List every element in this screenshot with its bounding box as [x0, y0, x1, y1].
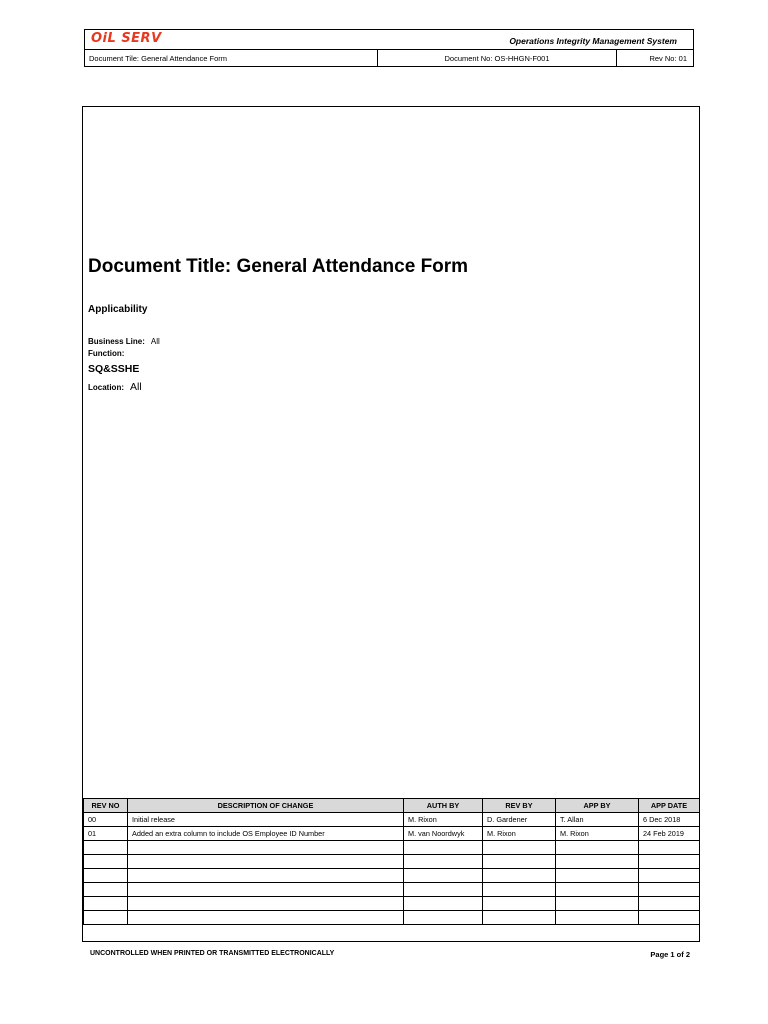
table-row [84, 883, 700, 897]
page-title: Document Title: General Attendance Form [88, 256, 469, 277]
table-cell: Added an extra column to include OS Employee ID Number [128, 827, 404, 841]
table-cell [556, 855, 639, 869]
table-cell [128, 869, 404, 883]
table-cell: 00 [84, 813, 128, 827]
page-frame [82, 106, 700, 942]
col-rev-by: REV BY [483, 799, 556, 813]
col-rev-no: REV NO [84, 799, 128, 813]
function-value: SQ&SSHE [88, 363, 140, 375]
table-cell [639, 855, 700, 869]
table-cell [128, 883, 404, 897]
function-label: Function: [88, 349, 125, 358]
header-rev-number: Rev No: 01 [649, 53, 687, 63]
table-cell [404, 911, 483, 925]
table-cell [128, 911, 404, 925]
table-cell [483, 911, 556, 925]
table-cell [404, 897, 483, 911]
table-cell [483, 855, 556, 869]
table-cell [84, 869, 128, 883]
header-info-row [85, 50, 693, 66]
location-label: Location: [88, 383, 124, 392]
table-cell [483, 883, 556, 897]
table-cell [483, 841, 556, 855]
business-line-value: All [150, 337, 160, 346]
table-cell [84, 883, 128, 897]
oilserv-logo: OiL SERV [91, 31, 162, 46]
document-header [84, 29, 694, 67]
table-cell [84, 911, 128, 925]
location [88, 381, 142, 393]
col-app-by: APP BY [556, 799, 639, 813]
applicability-heading: Applicability [88, 304, 148, 315]
table-row [84, 855, 700, 869]
table-cell [639, 911, 700, 925]
table-cell [404, 841, 483, 855]
table-cell [84, 855, 128, 869]
table-cell: T. Allan [556, 813, 639, 827]
table-cell [639, 897, 700, 911]
header-doc-number: Document No: OS-HHGN-F001 [378, 50, 617, 66]
table-cell: 6 Dec 2018 [639, 813, 700, 827]
table-row [84, 841, 700, 855]
location-value: All [130, 381, 142, 393]
table-row [84, 869, 700, 883]
business-line-label: Business Line: [88, 337, 145, 346]
table-cell: M. Rixon [404, 813, 483, 827]
table-row [84, 813, 700, 827]
table-cell [556, 897, 639, 911]
table-cell [128, 841, 404, 855]
table-row [84, 911, 700, 925]
table-cell [404, 869, 483, 883]
table-cell [639, 869, 700, 883]
header-top-row [85, 30, 693, 50]
table-cell [84, 897, 128, 911]
table-cell [556, 883, 639, 897]
table-row [84, 897, 700, 911]
table-row [84, 827, 700, 841]
table-cell: M. Rixon [556, 827, 639, 841]
system-name: Operations Integrity Management System [509, 36, 677, 46]
table-cell: Initial release [128, 813, 404, 827]
revision-table [83, 798, 700, 925]
col-app-date: APP DATE [639, 799, 700, 813]
table-cell [556, 841, 639, 855]
footer-uncontrolled-notice: UNCONTROLLED WHEN PRINTED OR TRANSMITTED ELECTRONICALLY [90, 950, 335, 957]
business-line [88, 337, 160, 346]
header-doc-title: Document Tile: General Attendance Form [85, 50, 378, 66]
col-auth-by: AUTH BY [404, 799, 483, 813]
table-cell [639, 841, 700, 855]
table-cell [483, 897, 556, 911]
footer-page-number: Page 1 of 2 [650, 950, 690, 959]
table-cell: 24 Feb 2019 [639, 827, 700, 841]
revision-table-header [84, 799, 700, 813]
table-cell [84, 841, 128, 855]
table-cell [556, 911, 639, 925]
table-cell [404, 855, 483, 869]
table-cell [639, 883, 700, 897]
table-cell: 01 [84, 827, 128, 841]
table-cell: M. Rixon [483, 827, 556, 841]
table-cell: D. Gardener [483, 813, 556, 827]
col-description: DESCRIPTION OF CHANGE [128, 799, 404, 813]
table-cell [128, 897, 404, 911]
table-cell: M. van Noordwyk [404, 827, 483, 841]
table-cell [556, 869, 639, 883]
table-cell [128, 855, 404, 869]
table-cell [483, 869, 556, 883]
table-cell [404, 883, 483, 897]
